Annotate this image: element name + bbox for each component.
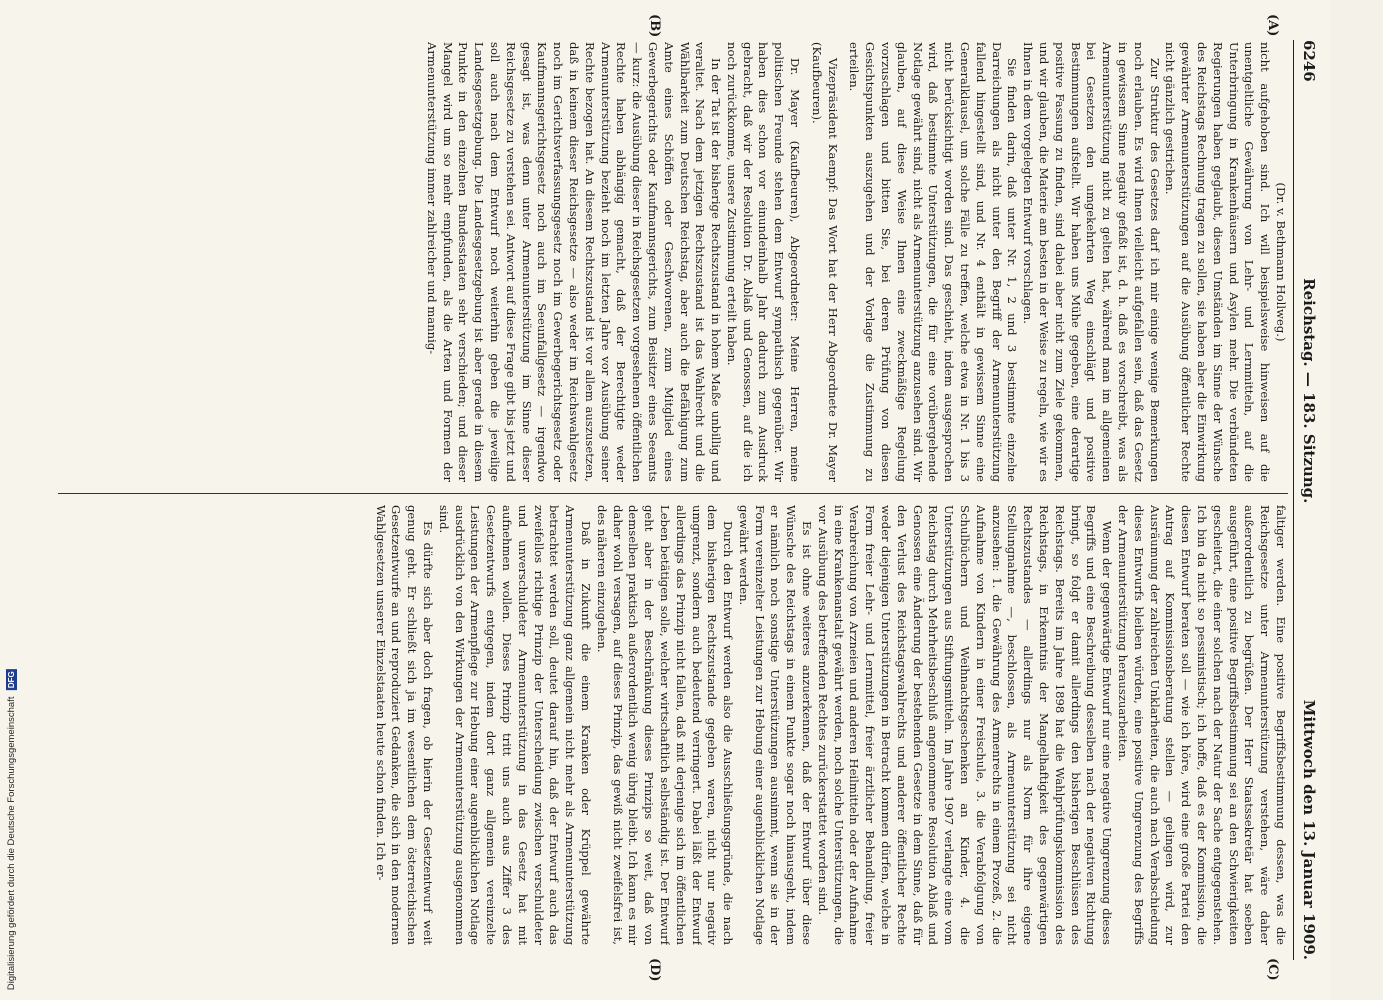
paragraph: Daß in Zukunft die einem Kranken oder Krüppel gewährte Armenunterstützung ganz allgemein nicht mehr als Armenunterstützung betrachtet werden soll, deutet darauf hin, daß der Entwurf auch das zweifellos richtige Prinzip der Unterscheidung zwischen verschuldeter und unverschuldeter Armenunterstützung in das Gesetz hat mit aufnehmen wollen. Dieses Prinzip tritt uns auch aus Ziffer 3 des Gesetzentwurfs entgegen, indem dort ganz allgemein vereinzelte Leistungen der Armenpflege zur Hebung einer augenblicklichen Notlage ausdrücklich von den Wirkungen der Armenunterstützung ausgenommen sind. bbox=[436, 505, 593, 945]
paragraph: Es ist ohne weiteres anzuerkennen, daß der Entwurf über diese Wünsche des Reichstags in einem Punkte sogar noch hinausgeht, indem er nämlich noch sonstige Unterstützungen ausnimmt, wenn sie in der Form vereinzelter Leistungen zur Hebung einer augenblicklichen Notlage gewährt werden. bbox=[736, 505, 815, 945]
page-number: 6246 bbox=[1300, 40, 1318, 82]
page-header bbox=[1296, 40, 1322, 960]
running-title: Reichstag. — 183. Sitzung. bbox=[1300, 278, 1318, 504]
left-column bbox=[58, 42, 1288, 482]
header-rule bbox=[1293, 40, 1294, 960]
margin-mark-d: (D) bbox=[647, 958, 662, 982]
column-divider bbox=[58, 493, 1288, 494]
paragraph: Es dürfte sich aber doch fragen, ob hierin der Gesetzentwurf weit genug geht. Er schließt sich ja im wesentlichen dem österreichischen Gesetzentwurfe an und reproduziert Gedanken, die sich in den modernen Wahlgesetzen unserer Einzelstaaten heute schon finden. Ich er- bbox=[373, 505, 435, 945]
paragraph: Vizepräsident Kaempf: Das Wort hat der Herr Abgeordnete Dr. Mayer (Kaufbeuren). bbox=[809, 42, 840, 482]
margin-mark-a: (A) bbox=[1265, 14, 1280, 37]
paragraph: Durch den Entwurf werden also die Ausschließungsgründe, die nach dem bisherigen Rechtszustande gegeben waren, nicht nur negativ umgrenzt, sondern auch bedeutend verringert. Dabei läßt der Entwurf allerdings das Prinzip nicht fallen, daß mit derjenige sich im öffentlichen Leben betätigen solle, welcher wirtschaftlich selbständig ist. Der Entwurf geht aber in der Beschränkung dieses Prinzips so weit, daß von demselben praktisch außerordentlich wenig übrig bleibt. Ich kann es mir daher wohl versagen, auf dieses Prinzip, das gewiß nicht zweifelsfrei ist, des näheren einzugehen. bbox=[594, 505, 736, 945]
digitization-credit bbox=[2, 600, 20, 990]
paragraph: faltiger werden. Eine positive Begriffsbestimmung dessen, was die Reichsgesetze unter Armenunterstützung verstehen, wäre daher außerordentlich zu begrüßen. Der Herr Staatssekretär hat soeben ausgeführt, eine positive Begriffsbestimmung sei an den Schwierigkeiten gescheitert, die einer solchen nach der Natur der Sache entgegenstehen. Ich bin da nicht so pessimistisch; ich hoffe, daß es der Kommission, die diesen Entwurf beraten soll — wie ich höre, wird eine große Partei den Antrag auf Kommissionsberatung stellen — gelingen wird, zur Ausräumung der zahlreichen Unklarheiten, die auch nach Verabschiedung dieses Entwurfs bleiben würden, eine positive Umgrenzung des Begriffs der Armenunterstützung herauszuarbeiten. bbox=[1116, 505, 1288, 945]
margin-mark-c: (C) bbox=[1265, 958, 1280, 981]
paragraph: Sie finden darin, daß unter Nr. 1, 2 und 3 bestimmte einzelne Darreichungen als nicht unter den Begriff der Armenunterstützung fallend hingestellt sind, und Nr. 4 enthält in gewissem Sinne eine Generalklausel, um solche Fälle zu treffen, welche etwa in Nr. 1 bis 3 nicht berücksichtigt worden sind. Das geschieht, indem ausgesprochen wird, daß bestimmte Unterstützungen, die für eine vorübergehende Notlage gewährt sind, nicht als Armenunterstützung anzusehen sind. Wir glauben, auf diese Weise Ihnen eine zweckmäßige Regelung vorzuschlagen und bitten Sie, bei deren Prüfung von diesen Gesichtspunkten auszugehen und der Vorlage die Zustimmung zu erteilen. bbox=[847, 42, 1020, 482]
margin-mark-b: (B) bbox=[647, 14, 662, 38]
paragraph: Dr. Mayer (Kaufbeuren), Abgeordneter: Meine Herren, meine politischen Freunde stehen dem Entwurf sympathisch gegenüber. Wir haben dies schon vor einundeinhalb Jahr dadurch zum Ausdruck gebracht, daß wir der Resolution Dr. Ablaß und Genossen, auf die ich noch zurückkomme, unsere Zustimmung erteilt haben. bbox=[724, 42, 803, 482]
paragraph: Wenn der gegenwärtige Entwurf nur eine negative Umgrenzung dieses Begriffs und eine Beschreibung desselben nach der negativen Richtung bringt, so folgt er damit allerdings den bisherigen Beschlüssen des Reichstags. Bereits im Jahre 1898 hat die Wahlprüfungskommission des Reichstags, in Erkenntnis der Mangelhaftigkeit des gegenwärtigen Rechtszustandes — allerdings nur als Norm für ihre eigene Stellungnahme —, beschlossen, als Armenunterstützung sei nicht anzusehen: 1. die Gewährung des Armenrechts in einem Prozeß, 2. die Aufnahme von Kindern in einer Freischule, 3. die Verabfolgung von Schulbüchern und Weihnachtsgeschenken an Kinder, 4. die Unterstützungen aus Stiftungsmitteln. Im Jahre 1907 verlangte eine vom Reichstag durch Mehrheitsbeschluß angenommene Resolution Ablaß und Genossen eine Änderung der bestehenden Gesetze in dem Sinne, daß für den Verlust des Reichstagswahlrechts und anderer öffentlicher Rechte weder diejenigen Unterstützungen in Betracht kommen dürfen, welche in Form freier Lehr- und Lernmittel, freier ärztlicher Behandlung, freier Verabreichung von Arzneien und anderen Heilmitteln oder der Aufnahme in eine Krankenanstalt gewährt werden, noch solche Unterstützungen, die vor Ausübung des betreffenden Rechtes zurückerstattet worden sind. bbox=[815, 505, 1115, 945]
paragraph: nicht aufgehoben sind. Ich will beispielsweise hinweisen auf die unentgeltliche Gewährung von Lehr- und Lernmitteln, auf die Unterbringung in Krankenhäusern und Asylen mehr. Die verbündeten Regierungen haben geglaubt, diesen Umständen im Sinne der Wünsche des Reichstags Rechnung tragen zu sollen, sie haben aber die Einwirkung gewährter Armenunterstützungen auf die Ausübung öffentlicher Rechte nicht gänzlich gestrichen. bbox=[1163, 42, 1273, 482]
paragraph: Zur Struktur des Gesetzes darf ich mir einige wenige Bemerkungen noch erlauben. Es wird Ihnen vielleicht aufgefallen sein, daß das Gesetz in gewissem Sinne negativ gefaßt ist, d. h. daß es vorschreibt, was als Armenunterstützung nicht zu gelten hat, während man im allgemeinen bei Gesetzen den umgekehrten Weg einschlägt und positive Bestimmungen aufstellt. Wir haben uns Mühe gegeben, eine derartige positive Fassung zu finden, sind dabei aber nicht zum Ziele gekommen, und wir glauben, die Materie am besten in der Weise zu regeln, wie wir es Ihnen in dem vorgelegten Entwurf vorschlagen. bbox=[1021, 42, 1162, 482]
credit-text: Digitalisierung gefördert durch die Deutsche Forschungsgemeinschaft bbox=[5, 696, 17, 990]
dfg-logo-icon: DFG bbox=[6, 670, 16, 688]
session-date: Mittwoch den 13. Januar 1909. bbox=[1300, 699, 1318, 960]
paragraph: In der Tat ist der bisherige Rechtszustand in hohem Maße unbillig und veraltet. Nach dem jetzigen Rechtszustand ist das Wahlrecht und die Wählbarkeit zum Deutschen Reichstag, aber auch die Befähigung zum Amte eines Schöffen oder Geschworenen, zum Mitglied eines Gewerbegerichts oder Kaufmannsgerichts, zum Beisitzer eines Seeamts — kurz: die Ausübung dieser in Reichsgesetzen vorgesehenen öffentlichen Rechte haben abhängig gemacht, daß der Berechtigte weder Armenunterstützung bezieht noch im letzten Jahre vor Ausübung seiner Rechte bezogen hat. An diesem Rechtszustand ist vor allem auszusetzen, daß in keinem dieser Reichsgesetze — also weder im Reichswahlgesetz noch im Gerichtsverfassungsgesetz noch im Gewerbegerichtsgesetz oder Kaufmannsgerichtsgesetz noch auch im Seeunfallgesetz — irgendwo gesagt ist, was denn unter Armenunterstützung im Sinne dieser Reichsgesetze zu verstehen sei. Antwort auf diese Frage gibt bis jetzt und soll auch nach dem Entwurf noch weiterhin geben die jeweilige Landesgesetzgebung. Die Landesgesetzgebung ist aber gerade in diesem Punkte in den einzelnen Bundesstaaten sehr verschieden; und dieser Mangel wird um so mehr empfunden, als die Arten und Formen der Armenunterstützung immer zahlreicher und mannig- bbox=[424, 42, 724, 482]
speaker-heading: (Dr. v. Bethmann Hollweg.) bbox=[1274, 182, 1288, 342]
right-column bbox=[58, 505, 1288, 945]
